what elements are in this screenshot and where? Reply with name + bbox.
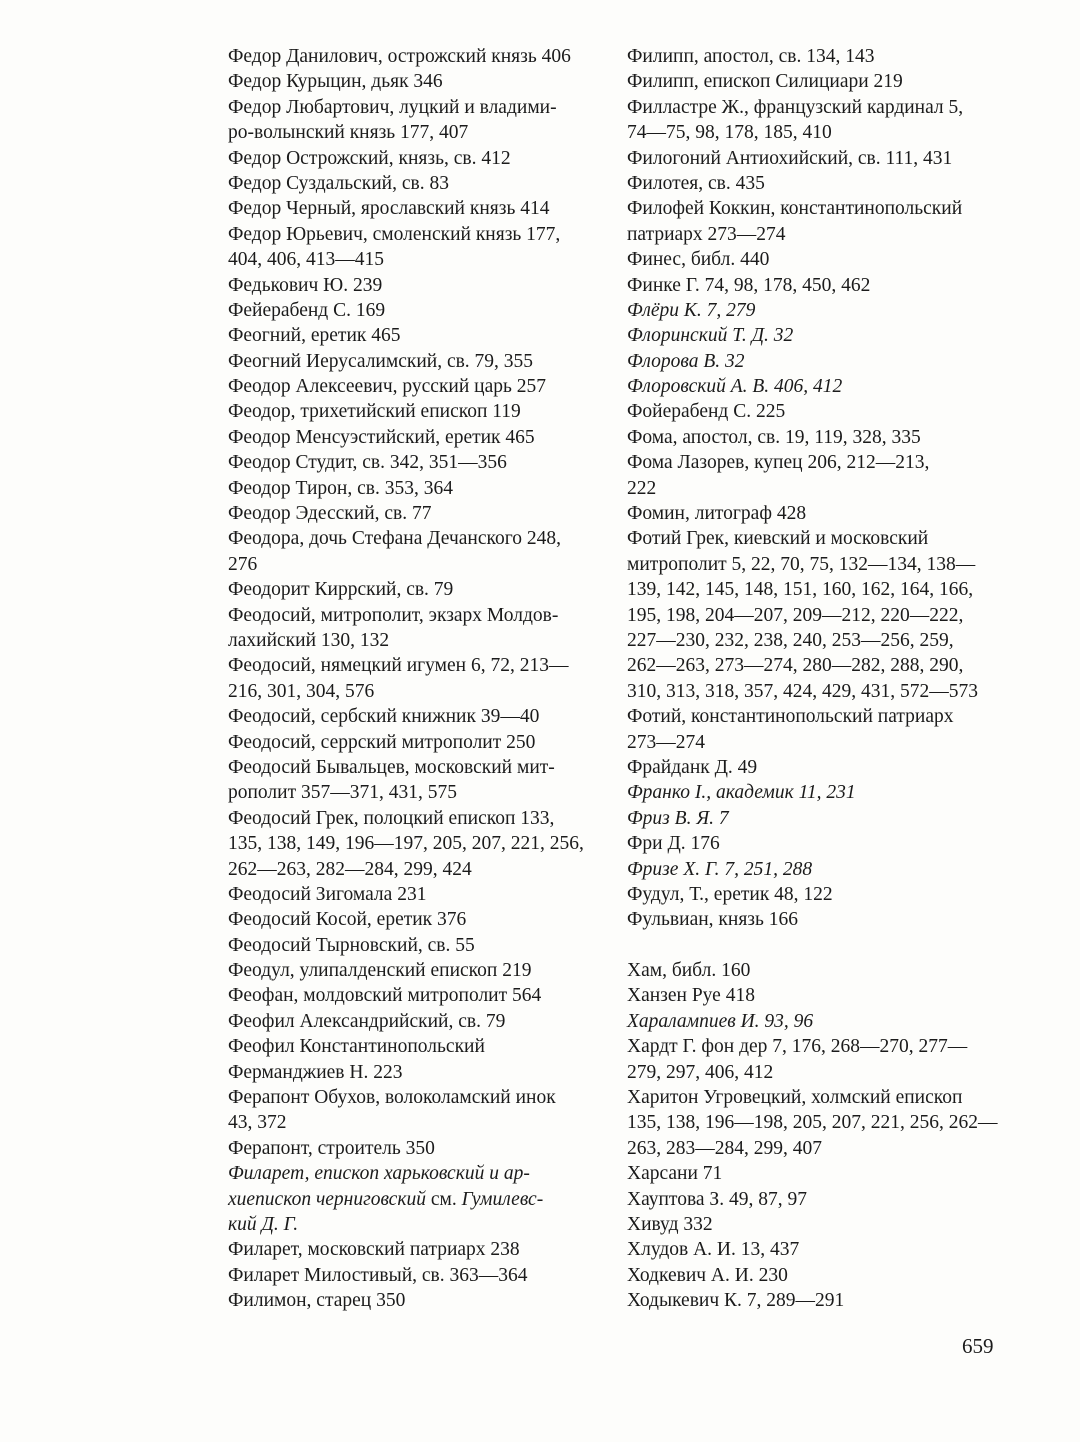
index-entry-text: Феодосий, сербский книжник 39—40 xyxy=(228,706,540,728)
index-entry-ref: Гумилевс- xyxy=(461,1188,544,1210)
index-entry-line xyxy=(627,704,1005,729)
index-entry-line xyxy=(627,374,1005,399)
index-entry-text: Федор Острожский, князь, св. 412 xyxy=(228,147,511,169)
index-entry-line xyxy=(627,806,1005,831)
index-entry-line xyxy=(228,374,606,399)
index-entry-line xyxy=(228,349,606,374)
index-entry-line xyxy=(228,1161,606,1186)
index-entry-text: Феодор Тирон, св. 353, 364 xyxy=(228,477,453,499)
index-entry-line xyxy=(228,95,606,120)
index-entry-line xyxy=(627,146,1005,171)
index-entry-line xyxy=(627,628,1005,653)
index-entry-text: Феогний Иерусалимский, св. 79, 355 xyxy=(228,350,534,372)
index-entry-line xyxy=(228,653,606,678)
index-entry-line xyxy=(627,1110,1005,1135)
index-entry-text: Фудул, Т., еретик 48, 122 xyxy=(627,883,833,905)
index-entry-text: Филогоний Антиохийский, св. 111, 431 xyxy=(627,147,953,169)
index-entry-line xyxy=(627,1263,1005,1288)
index-entry-line xyxy=(228,1009,606,1034)
index-entry-line xyxy=(228,857,606,882)
index-entry-line xyxy=(228,806,606,831)
index-entry-line xyxy=(228,1187,606,1212)
index-entry-text: 216, 301, 304, 576 xyxy=(228,680,375,702)
index-entry-line xyxy=(627,298,1005,323)
index-entry-line xyxy=(627,120,1005,145)
index-entry-line xyxy=(627,1009,1005,1034)
index-entry-line xyxy=(228,730,606,755)
index-entry-line xyxy=(228,450,606,475)
index-entry-line xyxy=(228,425,606,450)
index-entry-line xyxy=(228,44,606,69)
index-entry-line xyxy=(627,222,1005,247)
index-entry-line xyxy=(228,907,606,932)
index-entry-line xyxy=(228,120,606,145)
index-entry-text: Феодосий Зигомала 231 xyxy=(228,883,427,905)
index-entry-text: Феодосий Тырновский, св. 55 xyxy=(228,934,475,956)
index-entry-text: Харсани 71 xyxy=(627,1163,723,1185)
index-entry-line xyxy=(228,983,606,1008)
index-entry-line xyxy=(228,831,606,856)
index-entry-text: Феофан, молдовский митрополит 564 xyxy=(228,985,542,1007)
index-entry-line xyxy=(627,1288,1005,1313)
index-entry-text: 74—75, 98, 178, 185, 410 xyxy=(627,122,832,144)
index-entry-text: Филарет, епископ харьковский и ар- xyxy=(228,1163,530,1185)
index-entry-line xyxy=(228,171,606,196)
index-entry-line xyxy=(627,1237,1005,1262)
index-entry-text: Флоровский А. В. 406, 412 xyxy=(627,376,843,398)
index-entry-see: см. xyxy=(425,1188,462,1210)
index-entry-text: Флоринский Т. Д. 32 xyxy=(627,325,794,347)
index-entry-line xyxy=(627,501,1005,526)
index-entry-text: Феодор Менсуэстийский, еретик 465 xyxy=(228,426,535,448)
index-entry-text: Хардт Г. фон дер 7, 176, 268—270, 277— xyxy=(627,1036,968,1058)
index-entry-text: Филипп, апостол, св. 134, 143 xyxy=(627,46,875,67)
index-entry-line xyxy=(228,1136,606,1161)
index-entry-line xyxy=(627,1034,1005,1059)
index-entry-text: Федор Черный, ярославский князь 414 xyxy=(228,198,550,220)
index-entry-text: 404, 406, 413—415 xyxy=(228,249,384,271)
index-entry-line xyxy=(228,552,606,577)
index-entry-line xyxy=(228,298,606,323)
index-entry-line xyxy=(627,603,1005,628)
index-entry-text: Феодосий, серрский митрополит 250 xyxy=(228,731,536,753)
index-entry-line xyxy=(627,679,1005,704)
index-entry-text: Феофил Александрийский, св. 79 xyxy=(228,1010,506,1032)
index-entry-line xyxy=(627,323,1005,348)
index-entry-text: 227—230, 232, 238, 240, 253—256, 259, xyxy=(627,629,954,651)
index-entry-line xyxy=(228,1110,606,1135)
index-entry-text: Феодорит Киррский, св. 79 xyxy=(228,579,454,601)
index-entry-line xyxy=(228,1237,606,1262)
index-entry-text: Ходкевич А. И. 230 xyxy=(627,1264,788,1286)
index-entry-line xyxy=(627,730,1005,755)
index-entry-text: Феодор Эдесский, св. 77 xyxy=(228,503,432,525)
index-entry-line xyxy=(228,1034,606,1059)
index-entry-line xyxy=(228,146,606,171)
index-entry-text: Филипп, епископ Силициари 219 xyxy=(627,71,903,93)
index-entry-line xyxy=(627,653,1005,678)
index-entry-text: Франко I., академик 11, 231 xyxy=(627,782,856,804)
index-entry-text: Ферманджиев Н. 223 xyxy=(228,1061,403,1083)
index-entry-line xyxy=(627,450,1005,475)
index-entry-text: Федор Курыцин, дьяк 346 xyxy=(228,71,443,93)
index-entry-line xyxy=(228,628,606,653)
index-entry-line xyxy=(228,603,606,628)
index-entry-line xyxy=(627,907,1005,932)
index-entry-text: Филластре Ж., французский кардинал 5, xyxy=(627,96,964,118)
index-entry-text: 135, 138, 196—198, 205, 207, 221, 256, 262— xyxy=(627,1112,998,1134)
index-entry-line xyxy=(627,425,1005,450)
index-entry-line xyxy=(228,399,606,424)
index-entry-text: 262—263, 282—284, 299, 424 xyxy=(228,858,472,880)
index-entry-text: 222 xyxy=(627,477,657,499)
index-entry-line xyxy=(627,1060,1005,1085)
index-entry-text: митрополит 5, 22, 70, 75, 132—134, 138— xyxy=(627,553,976,575)
index-entry-text: Фейерабенд С. 169 xyxy=(228,299,386,321)
index-entry-line xyxy=(627,882,1005,907)
index-entry-line xyxy=(228,526,606,551)
index-entry-text: Флорова В. 32 xyxy=(627,350,745,372)
index-entry-line xyxy=(228,704,606,729)
index-entry-text: Фриз В. Я. 7 xyxy=(627,807,729,829)
index-entry-line xyxy=(228,69,606,94)
index-entry-text: Филарет, московский патриарх 238 xyxy=(228,1239,520,1261)
index-entry-text: Филимон, старец 350 xyxy=(228,1290,406,1312)
index-entry-line xyxy=(627,1136,1005,1161)
index-entry-line xyxy=(228,679,606,704)
index-entry-line xyxy=(627,780,1005,805)
index-entry-text: Феодор, трихетийский епископ 119 xyxy=(228,401,521,423)
index-entry-text: Феодосий Косой, еретик 376 xyxy=(228,909,467,931)
index-entry-text: Фомин, литограф 428 xyxy=(627,503,807,525)
index-entry-text: Феодора, дочь Стефана Дечанского 248, xyxy=(228,528,561,550)
index-entry-line xyxy=(228,577,606,602)
index-entry-line xyxy=(627,171,1005,196)
index-entry-line xyxy=(627,831,1005,856)
index-entry-line xyxy=(627,1161,1005,1186)
index-entry-line xyxy=(228,1288,606,1313)
index-entry-line xyxy=(627,1187,1005,1212)
index-entry-text: Феодосий, нямецкий игумен 6, 72, 213— xyxy=(228,655,569,677)
index-entry-text: Федор Любартович, луцкий и владими- xyxy=(228,96,557,118)
index-entry-text: Хивуд 332 xyxy=(627,1213,713,1235)
index-entry-text: Ферапонт Обухов, волоколамский инок xyxy=(228,1087,556,1109)
index-entry-line xyxy=(627,755,1005,780)
index-entry-text: Фрайданк Д. 49 xyxy=(627,756,758,778)
index-entry-line xyxy=(627,95,1005,120)
index-entry-line xyxy=(627,983,1005,1008)
index-entry-line xyxy=(627,44,1005,69)
index-entry-line xyxy=(627,476,1005,501)
index-entry-text: хиепископ черниговский xyxy=(228,1188,426,1210)
index-entry-text: Феодор Студит, св. 342, 351—356 xyxy=(228,452,507,474)
index-entry-line xyxy=(627,526,1005,551)
index-entry-line xyxy=(228,476,606,501)
index-entry-text: лахийский 130, 132 xyxy=(228,629,390,651)
index-entry-text: Филарет Милостивый, св. 363—364 xyxy=(228,1264,528,1286)
index-entry-text: Хауптова З. 49, 87, 97 xyxy=(627,1188,807,1210)
index-entry-text: Фома, апостол, св. 19, 119, 328, 335 xyxy=(627,426,921,448)
index-entry-text: 195, 198, 204—207, 209—212, 220—222, xyxy=(627,604,964,626)
index-entry-text: 263, 283—284, 299, 407 xyxy=(627,1137,822,1159)
index-entry-text: Ходыкевич К. 7, 289—291 xyxy=(627,1290,845,1312)
index-entry-line xyxy=(228,222,606,247)
index-entry-text: 262—263, 273—274, 280—282, 288, 290, xyxy=(627,655,964,677)
index-entry-text: 43, 372 xyxy=(228,1112,287,1134)
index-entry-text: Харитон Угровецкий, холмский епископ xyxy=(627,1087,963,1109)
index-entry-text: Флёри К. 7, 279 xyxy=(627,299,756,321)
index-entry-text: Феодосий Грек, полоцкий епископ 133, xyxy=(228,807,555,829)
index-entry-line xyxy=(627,933,1005,958)
index-entry-line xyxy=(627,1085,1005,1110)
index-entry-text: Феодул, улипалденский епископ 219 xyxy=(228,960,532,982)
index-entry-line xyxy=(228,1060,606,1085)
index-entry-line xyxy=(228,958,606,983)
index-entry-line xyxy=(228,273,606,298)
index-entry-text: Финке Г. 74, 98, 178, 450, 462 xyxy=(627,274,871,296)
index-entry-line xyxy=(228,247,606,272)
index-entry-line xyxy=(228,933,606,958)
index-entry-text: 276 xyxy=(228,553,258,575)
index-entry-line xyxy=(627,349,1005,374)
index-entry-text: Ферапонт, строитель 350 xyxy=(228,1137,435,1159)
index-entry-text: Феодосий, митрополит, экзарх Молдов- xyxy=(228,604,559,626)
index-entry-line xyxy=(228,1085,606,1110)
index-entry-text: 135, 138, 149, 196—197, 205, 207, 221, 256, xyxy=(228,833,584,855)
index-entry-text: Фризе Х. Г. 7, 251, 288 xyxy=(627,858,813,880)
index-entry-line xyxy=(228,501,606,526)
index-entry-line xyxy=(627,1212,1005,1237)
index-entry-text: Феогний, еретик 465 xyxy=(228,325,401,347)
index-entry-text: Федор Данилович, острожский князь 406 xyxy=(228,46,571,67)
index-entry-line xyxy=(627,958,1005,983)
page-number: 659 xyxy=(962,1334,994,1358)
index-entry-text: Хам, библ. 160 xyxy=(627,960,751,982)
index-entry-text: Феодор Алексеевич, русский царь 257 xyxy=(228,376,547,398)
index-entry-text: 310, 313, 318, 357, 424, 429, 431, 572—573 xyxy=(627,680,978,702)
index-entry-text: Хлудов А. И. 13, 437 xyxy=(627,1239,800,1261)
index-entry-text: Федькович Ю. 239 xyxy=(228,274,383,296)
index-entry-text: кий Д. Г. xyxy=(228,1213,299,1235)
index-entry-text: Феофил Константинопольский xyxy=(228,1036,485,1058)
index-column-right xyxy=(627,44,1005,1314)
index-entry-text: Фотий Грек, киевский и московский xyxy=(627,528,929,550)
index-entry-text: Фульвиан, князь 166 xyxy=(627,909,799,931)
index-entry-line xyxy=(627,857,1005,882)
index-entry-line xyxy=(228,755,606,780)
index-entry-line xyxy=(228,323,606,348)
index-entry-text: ро-волынский князь 177, 407 xyxy=(228,122,469,144)
index-entry-text: Харалампиев И. 93, 96 xyxy=(627,1010,814,1032)
index-entry-text: рополит 357—371, 431, 575 xyxy=(228,782,457,804)
index-entry-line xyxy=(228,882,606,907)
index-entry-line xyxy=(228,196,606,221)
index-entry-line xyxy=(627,552,1005,577)
index-entry-text: Фойерабенд С. 225 xyxy=(627,401,786,423)
index-entry-line xyxy=(627,69,1005,94)
index-entry-text: 273—274 xyxy=(627,731,705,753)
index-entry-text: Фотий, константинопольский патриарх xyxy=(627,706,954,728)
index-entry-line xyxy=(627,399,1005,424)
index-entry-text: Филотея, св. 435 xyxy=(627,172,765,194)
index-entry-text: Феодосий Бывальцев, московский мит- xyxy=(228,756,555,778)
index-entry-text: Фома Лазорев, купец 206, 212—213, xyxy=(627,452,930,474)
index-entry-line xyxy=(627,577,1005,602)
index-entry-text: 139, 142, 145, 148, 151, 160, 162, 164, 166, xyxy=(627,579,974,601)
index-entry-text: Федор Суздальский, св. 83 xyxy=(228,172,449,194)
index-entry-text: Ханзен Руе 418 xyxy=(627,985,755,1007)
index-entry-text: Финес, библ. 440 xyxy=(627,249,770,271)
index-entry-line xyxy=(627,247,1005,272)
index-entry-line xyxy=(627,273,1005,298)
index-entry-line xyxy=(228,1212,606,1237)
index-column-left xyxy=(228,44,606,1314)
index-entry-text: патриарх 273—274 xyxy=(627,223,786,245)
index-entry-line xyxy=(627,196,1005,221)
index-entry-text: Федор Юрьевич, смоленский князь 177, xyxy=(228,223,561,245)
index-entry-text: 279, 297, 406, 412 xyxy=(627,1061,774,1083)
index-entry-line xyxy=(228,1263,606,1288)
index-entry-line xyxy=(228,780,606,805)
index-entry-text: Филофей Коккин, константинопольский xyxy=(627,198,963,220)
index-entry-text: Фри Д. 176 xyxy=(627,833,720,855)
